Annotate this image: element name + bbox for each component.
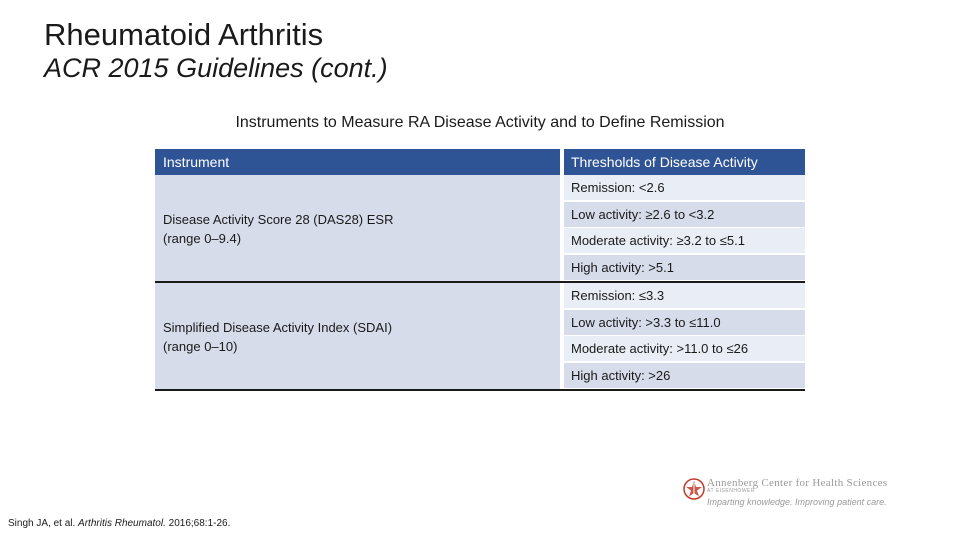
- instrument-cell: [155, 175, 560, 281]
- instrument-text: [163, 210, 393, 248]
- thresholds-cell: [564, 283, 805, 389]
- instrument-name: Disease Activity Score 28 (DAS28) ESR: [163, 212, 394, 227]
- instrument-range: (range 0–9.4): [163, 231, 242, 246]
- table-group-das28: [155, 175, 805, 283]
- table-header-row: [155, 149, 805, 175]
- instrument-name: Simplified Disease Activity Index (SDAI): [163, 320, 393, 335]
- logo-tagline: Imparting knowledge. Improving patient care.: [707, 497, 887, 507]
- header-column-separator: [560, 149, 564, 175]
- logo-name: Annenberg Center for Health Sciences: [707, 477, 888, 489]
- thresholds-cell: [564, 175, 805, 281]
- column-header-instrument: Instrument: [163, 154, 230, 170]
- citation-ref: 2016;68:1-26.: [168, 518, 231, 529]
- citation-authors: Singh JA, et al.: [8, 518, 76, 529]
- instrument-cell: [155, 283, 560, 389]
- table-group-sdai: [155, 283, 805, 391]
- threshold-remission: Remission: ≤3.3: [564, 283, 805, 308]
- citation: [8, 518, 230, 529]
- threshold-high-activity: High activity: >26: [564, 363, 805, 388]
- instrument-range: (range 0–10): [163, 339, 238, 354]
- logo-affiliation: AT EISENHOWER: [707, 488, 755, 494]
- threshold-high-activity: High activity: >5.1: [564, 255, 805, 280]
- threshold-low-activity: Low activity: >3.3 to ≤11.0: [564, 310, 805, 335]
- caduceus-star-icon: [683, 478, 705, 500]
- threshold-low-activity: Low activity: ≥2.6 to <3.2: [564, 202, 805, 227]
- threshold-moderate-activity: Moderate activity: ≥3.2 to ≤5.1: [564, 228, 805, 253]
- disease-activity-table: [155, 149, 805, 391]
- slide-subtitle: ACR 2015 Guidelines (cont.): [44, 53, 388, 83]
- column-header-thresholds: Thresholds of Disease Activity: [571, 154, 758, 170]
- table-heading: Instruments to Measure RA Disease Activity and to Define Remission: [235, 114, 725, 131]
- annenberg-logo: [683, 474, 933, 510]
- slide-title: Rheumatoid Arthritis: [44, 17, 324, 52]
- threshold-remission: Remission: <2.6: [564, 175, 805, 200]
- citation-journal: Arthritis Rheumatol.: [78, 518, 166, 529]
- instrument-text: [163, 318, 392, 356]
- threshold-moderate-activity: Moderate activity: >11.0 to ≤26: [564, 336, 805, 361]
